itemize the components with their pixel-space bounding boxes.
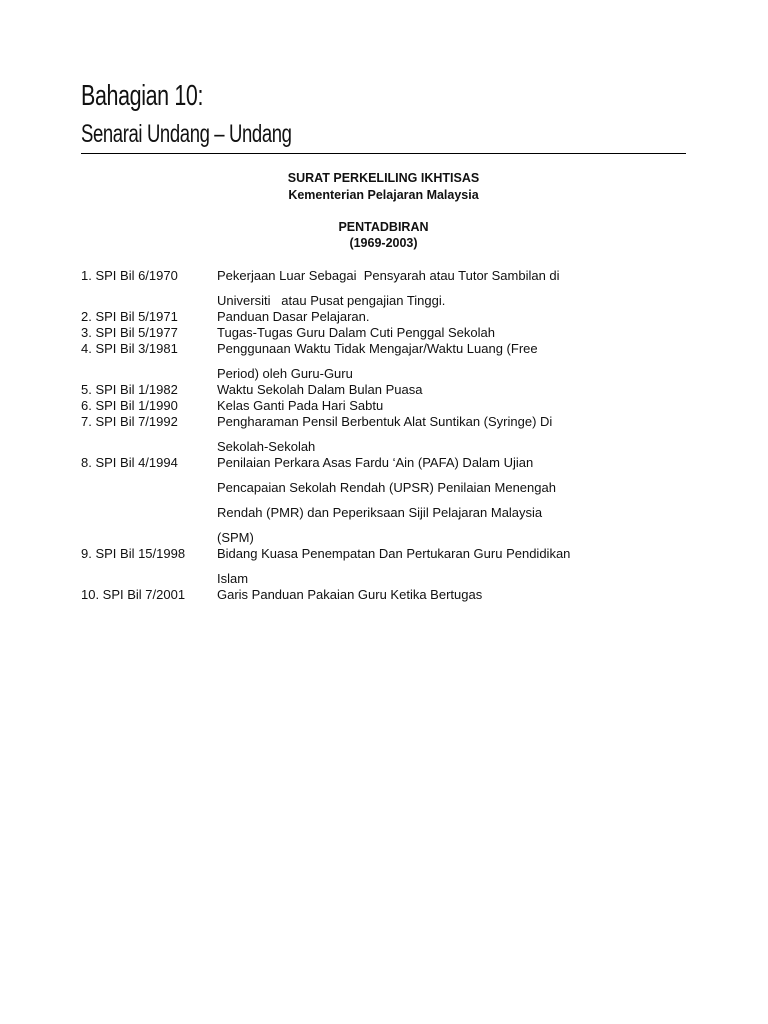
list-item xyxy=(81,268,681,309)
section-title-heading: Senarai Undang – Undang xyxy=(81,120,292,148)
item-description-line: Tugas-Tugas Guru Dalam Cuti Penggal Sekolah xyxy=(217,325,495,340)
item-description-line: Pencapaian Sekolah Rendah (UPSR) Penilaian Menengah xyxy=(217,480,556,495)
item-description xyxy=(217,455,681,546)
year-range: (1969-2003) xyxy=(349,236,418,250)
item-description xyxy=(217,587,681,603)
item-reference-number: 4. SPI Bil 3/1981 xyxy=(81,341,178,356)
item-description xyxy=(217,309,681,325)
item-description-line: Rendah (PMR) dan Peperiksaan Sijil Pelajaran Malaysia xyxy=(217,505,543,520)
item-description-line: Universiti atau Pusat pengajian Tinggi. xyxy=(217,293,446,308)
item-reference-number: 10. SPI Bil 7/2001 xyxy=(81,587,186,602)
item-description-line: Period) oleh Guru-Guru xyxy=(217,366,353,381)
ministry-name: Kementerian Pelajaran Malaysia xyxy=(288,188,479,202)
heading-divider xyxy=(81,153,686,154)
item-reference-number: 2. SPI Bil 5/1971 xyxy=(81,309,178,324)
item-description-line: Sekolah-Sekolah xyxy=(217,439,316,454)
category-title: PENTADBIRAN xyxy=(338,220,429,234)
list-item xyxy=(81,414,681,455)
list-item xyxy=(81,587,681,603)
circular-list xyxy=(81,268,681,603)
list-item xyxy=(81,325,681,341)
item-description-line: Panduan Dasar Pelajaran. xyxy=(217,309,370,324)
list-item xyxy=(81,546,681,587)
list-item xyxy=(81,455,681,546)
item-description-line: Islam xyxy=(217,571,249,586)
item-description-line: Pekerjaan Luar Sebagai Pensyarah atau Tutor Sambilan di xyxy=(217,268,560,283)
item-reference-number: 6. SPI Bil 1/1990 xyxy=(81,398,178,413)
item-reference-number: 8. SPI Bil 4/1994 xyxy=(81,455,178,470)
item-description-line: Pengharaman Pensil Berbentuk Alat Suntikan (Syringe) Di xyxy=(217,414,553,429)
list-item xyxy=(81,398,681,414)
item-description xyxy=(217,414,681,455)
item-description xyxy=(217,398,681,414)
item-description-line: Garis Panduan Pakaian Guru Ketika Bertugas xyxy=(217,587,483,602)
item-description xyxy=(217,325,681,341)
item-description xyxy=(217,341,681,382)
item-reference-number: 5. SPI Bil 1/1982 xyxy=(81,382,178,397)
item-description-line: Penggunaan Waktu Tidak Mengajar/Waktu Luang (Free xyxy=(217,341,538,356)
list-item xyxy=(81,309,681,325)
list-item xyxy=(81,341,681,382)
item-description xyxy=(217,268,681,309)
item-reference-number: 3. SPI Bil 5/1977 xyxy=(81,325,178,340)
item-description-line: Penilaian Perkara Asas Fardu ‘Ain (PAFA) Dalam Ujian xyxy=(217,455,534,470)
circular-title: SURAT PERKELILING IKHTISAS xyxy=(287,171,480,185)
item-reference-number: 9. SPI Bil 15/1998 xyxy=(81,546,186,561)
item-reference-number: 7. SPI Bil 7/1992 xyxy=(81,414,178,429)
item-description xyxy=(217,382,681,398)
item-description-line: Bidang Kuasa Penempatan Dan Pertukaran Guru Pendidikan xyxy=(217,546,571,561)
item-reference-number: 1. SPI Bil 6/1970 xyxy=(81,268,178,283)
section-number-heading: Bahagian 10: xyxy=(81,80,204,112)
item-description-line: Waktu Sekolah Dalam Bulan Puasa xyxy=(217,382,423,397)
item-description xyxy=(217,546,681,587)
item-description-line: Kelas Ganti Pada Hari Sabtu xyxy=(217,398,384,413)
item-description-line: (SPM) xyxy=(217,530,254,545)
list-item xyxy=(81,382,681,398)
